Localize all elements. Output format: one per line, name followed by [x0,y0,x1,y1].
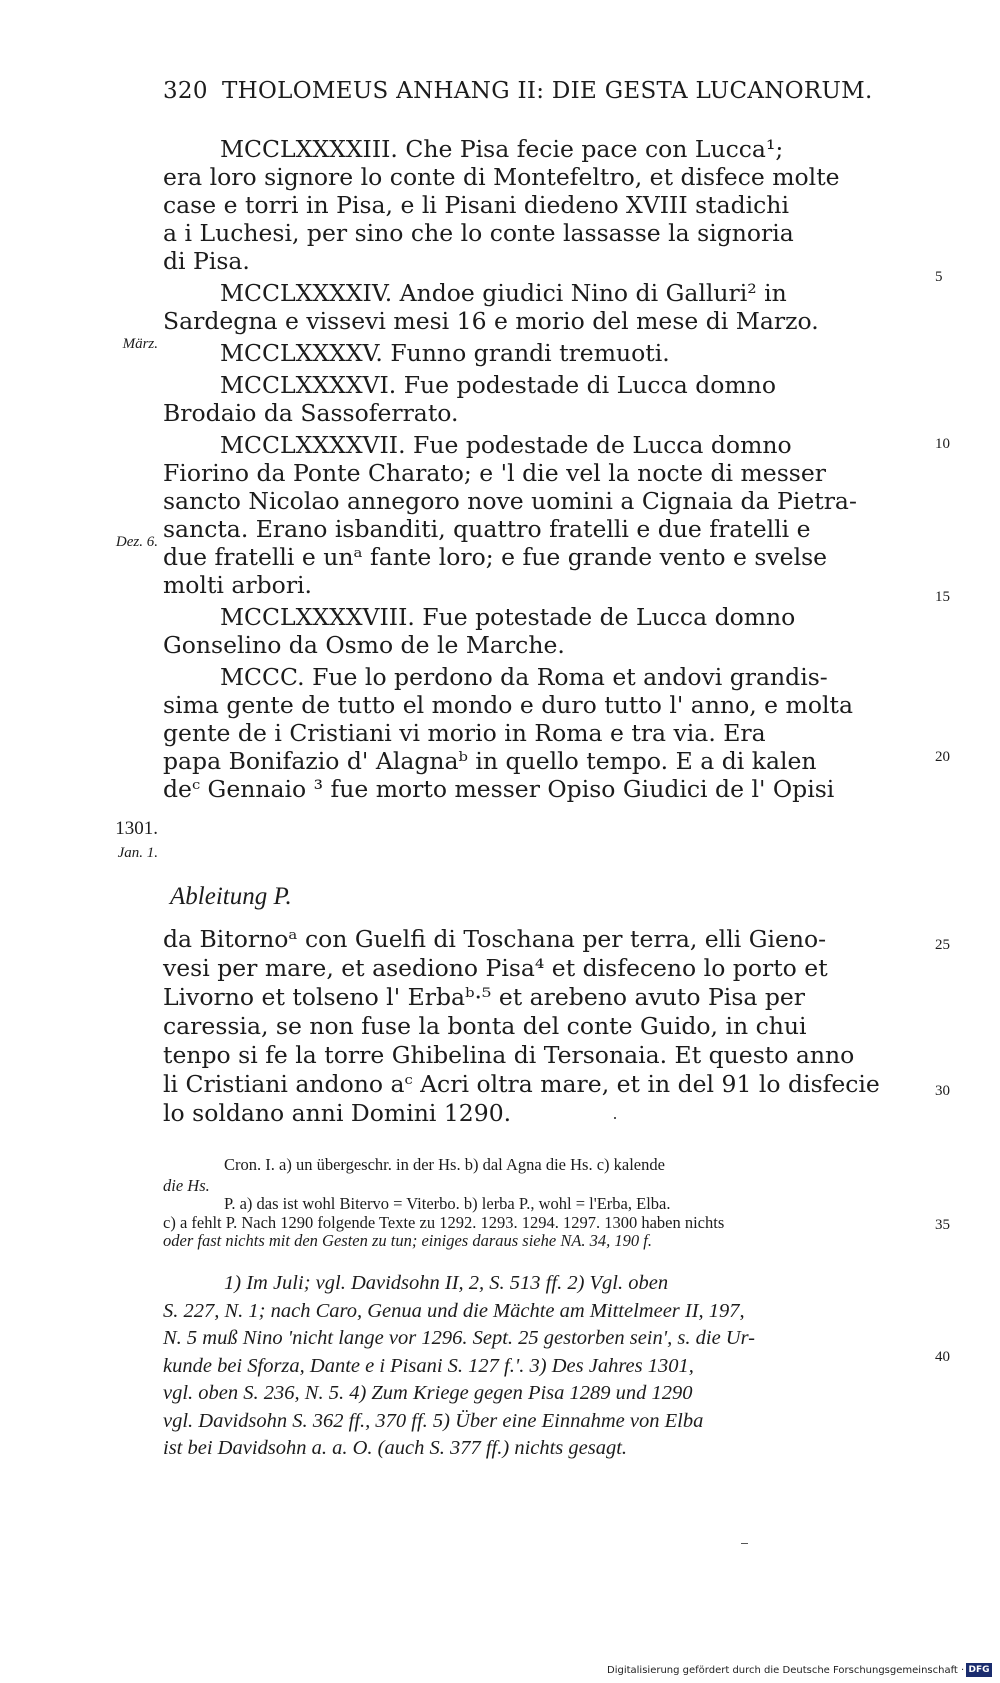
apparatus-line: oder fast nichts mit den Gesten zu tun; einiges daraus siehe NA. 34, 190 f. [163,1231,652,1250]
margin-note-date: März. [122,336,158,352]
text-line: MCCLXXXXVI. Fue podestade di Lucca domno [220,371,776,399]
text-line: sancta. Erano isbanditi, quattro fratelli e due fratelli e [163,515,811,543]
footnote-line: kunde bei Sforza, Dante e i Pisani S. 127 f.'. 3) Des Jahres 1301, [163,1355,694,1377]
text-line: MCCLXXXXIV. Andoe giudici Nino di Galluri² in [220,279,787,307]
apparatus-line: P. a) das ist wohl Bitervo = Viterbo. b) lerba P., wohl = l'Erba, Elba. [224,1194,671,1213]
line-number: 15 [935,589,950,605]
footnote-line: N. 5 muß Nino 'nicht lange vor 1296. Sept. 25 gestorben sein', s. die Ur- [163,1327,755,1349]
text-line: tenpo si fe la torre Ghibelina di Tersonaia. Et questo anno [163,1041,855,1069]
text-line: MCCLXXXXVII. Fue podestade de Lucca domno [220,431,792,459]
apparatus-line: die Hs. [163,1176,210,1195]
text-line: sima gente de tutto el mondo e duro tutto l' anno, e molta [163,691,853,719]
text-line: da Bitornoᵃ con Guelfi di Toschana per terra, elli Gieno- [163,925,827,953]
line-number: 40 [935,1349,950,1365]
text-line: Livorno et tolseno l' Erbaᵇ·⁵ et arebeno avuto Pisa per [163,983,806,1011]
text-line: Sardegna e vissevi mesi 16 e morio del mese di Marzo. [163,307,819,335]
margin-note-year: 1301. [115,818,158,839]
footnote-line: S. 227, N. 1; nach Caro, Genua und die Mächte am Mittelmeer II, 197, [163,1300,745,1322]
text-line: gente de i Cristiani vi morio in Roma e tra via. Era [163,719,766,747]
line-number: 25 [935,937,950,953]
text-line: Gonselino da Osmo de le Marche. [163,631,565,659]
dfg-logo: DFG [966,1663,992,1677]
apparatus-line: Cron. I. a) un übergeschr. in der Hs. b) dal Agna die Hs. c) kalende [224,1155,665,1174]
footnote-line: ist bei Davidsohn a. a. O. (auch S. 377 ff.) nichts gesagt. [163,1437,628,1459]
text-line: molti arbori. [163,571,313,599]
footnote-line: vgl. Davidsohn S. 362 ff., 370 ff. 5) Über eine Einnahme von Elba [163,1410,704,1432]
line-number: 35 [935,1217,950,1233]
text-line: MCCC. Fue lo perdono da Roma et andovi grandis- [220,663,828,691]
text-line: di Pisa. [163,247,250,275]
text-line: Brodaio da Sassoferrato. [163,399,459,427]
text-line: MCCLXXXXVIII. Fue potestade de Lucca domno [220,603,796,631]
printer-mark [614,1117,616,1119]
footnote-line: 1) Im Juli; vgl. Davidsohn II, 2, S. 513 ff. 2) Vgl. oben [224,1272,669,1294]
text-line: vesi per mare, et asediono Pisa⁴ et disfeceno lo porto et [163,954,828,982]
section-heading: Ableitung P. [170,883,292,910]
footnote-line: vgl. oben S. 236, N. 5. 4) Zum Kriege gegen Pisa 1289 und 1290 [163,1382,693,1404]
running-title: THOLOMEUS ANHANG II: DIE GESTA LUCANORUM. [222,78,873,104]
text-line: case e torri in Pisa, e li Pisani diedeno XVIII stadichi [163,191,789,219]
text-line: a i Luchesi, per sino che lo conte lassasse la signoria [163,219,794,247]
text-line: era loro signore lo conte di Montefeltro, et disfece molte [163,163,840,191]
text-line: papa Bonifazio d' Alagnaᵇ in quello tempo. E a di kalen [163,747,817,775]
text-line: Fiorino da Ponte Charato; e 'l die vel la nocte di messer [163,459,826,487]
line-number: 20 [935,749,950,765]
line-number: 10 [935,436,950,452]
digitization-credit: Digitalisierung gefördert durch die Deutsche Forschungsgemeinschaft · [607,1665,965,1676]
text-line: sancto Nicolao annegoro nove uomini a Cignaia da Pietra- [163,487,857,515]
page-number: 320 [163,78,208,104]
text-line: MCCLXXXXIII. Che Pisa fecie pace con Lucca¹; [220,135,784,163]
text-line: li Cristiani andono aᶜ Acri oltra mare, et in del 91 lo disfecie [163,1070,880,1098]
margin-note-date: Jan. 1. [117,845,158,861]
text-line: caressia, se non fuse la bonta del conte Guido, in chui [163,1012,807,1040]
margin-note-date: Dez. 6. [115,534,158,550]
apparatus-line: c) a fehlt P. Nach 1290 folgende Texte zu 1292. 1293. 1294. 1297. 1300 haben nichts [163,1213,725,1232]
text-line: deᶜ Gennaio ³ fue morto messer Opiso Giudici de l' Opisi [163,775,835,803]
printer-mark [741,1543,748,1544]
text-line: MCCLXXXXV. Funno grandi tremuoti. [220,339,670,367]
line-number: 30 [935,1083,950,1099]
text-line: due fratelli e unᵃ fante loro; e fue grande vento e svelse [163,543,828,571]
line-number: 5 [935,269,943,285]
text-line: lo soldano anni Domini 1290. [163,1099,512,1127]
